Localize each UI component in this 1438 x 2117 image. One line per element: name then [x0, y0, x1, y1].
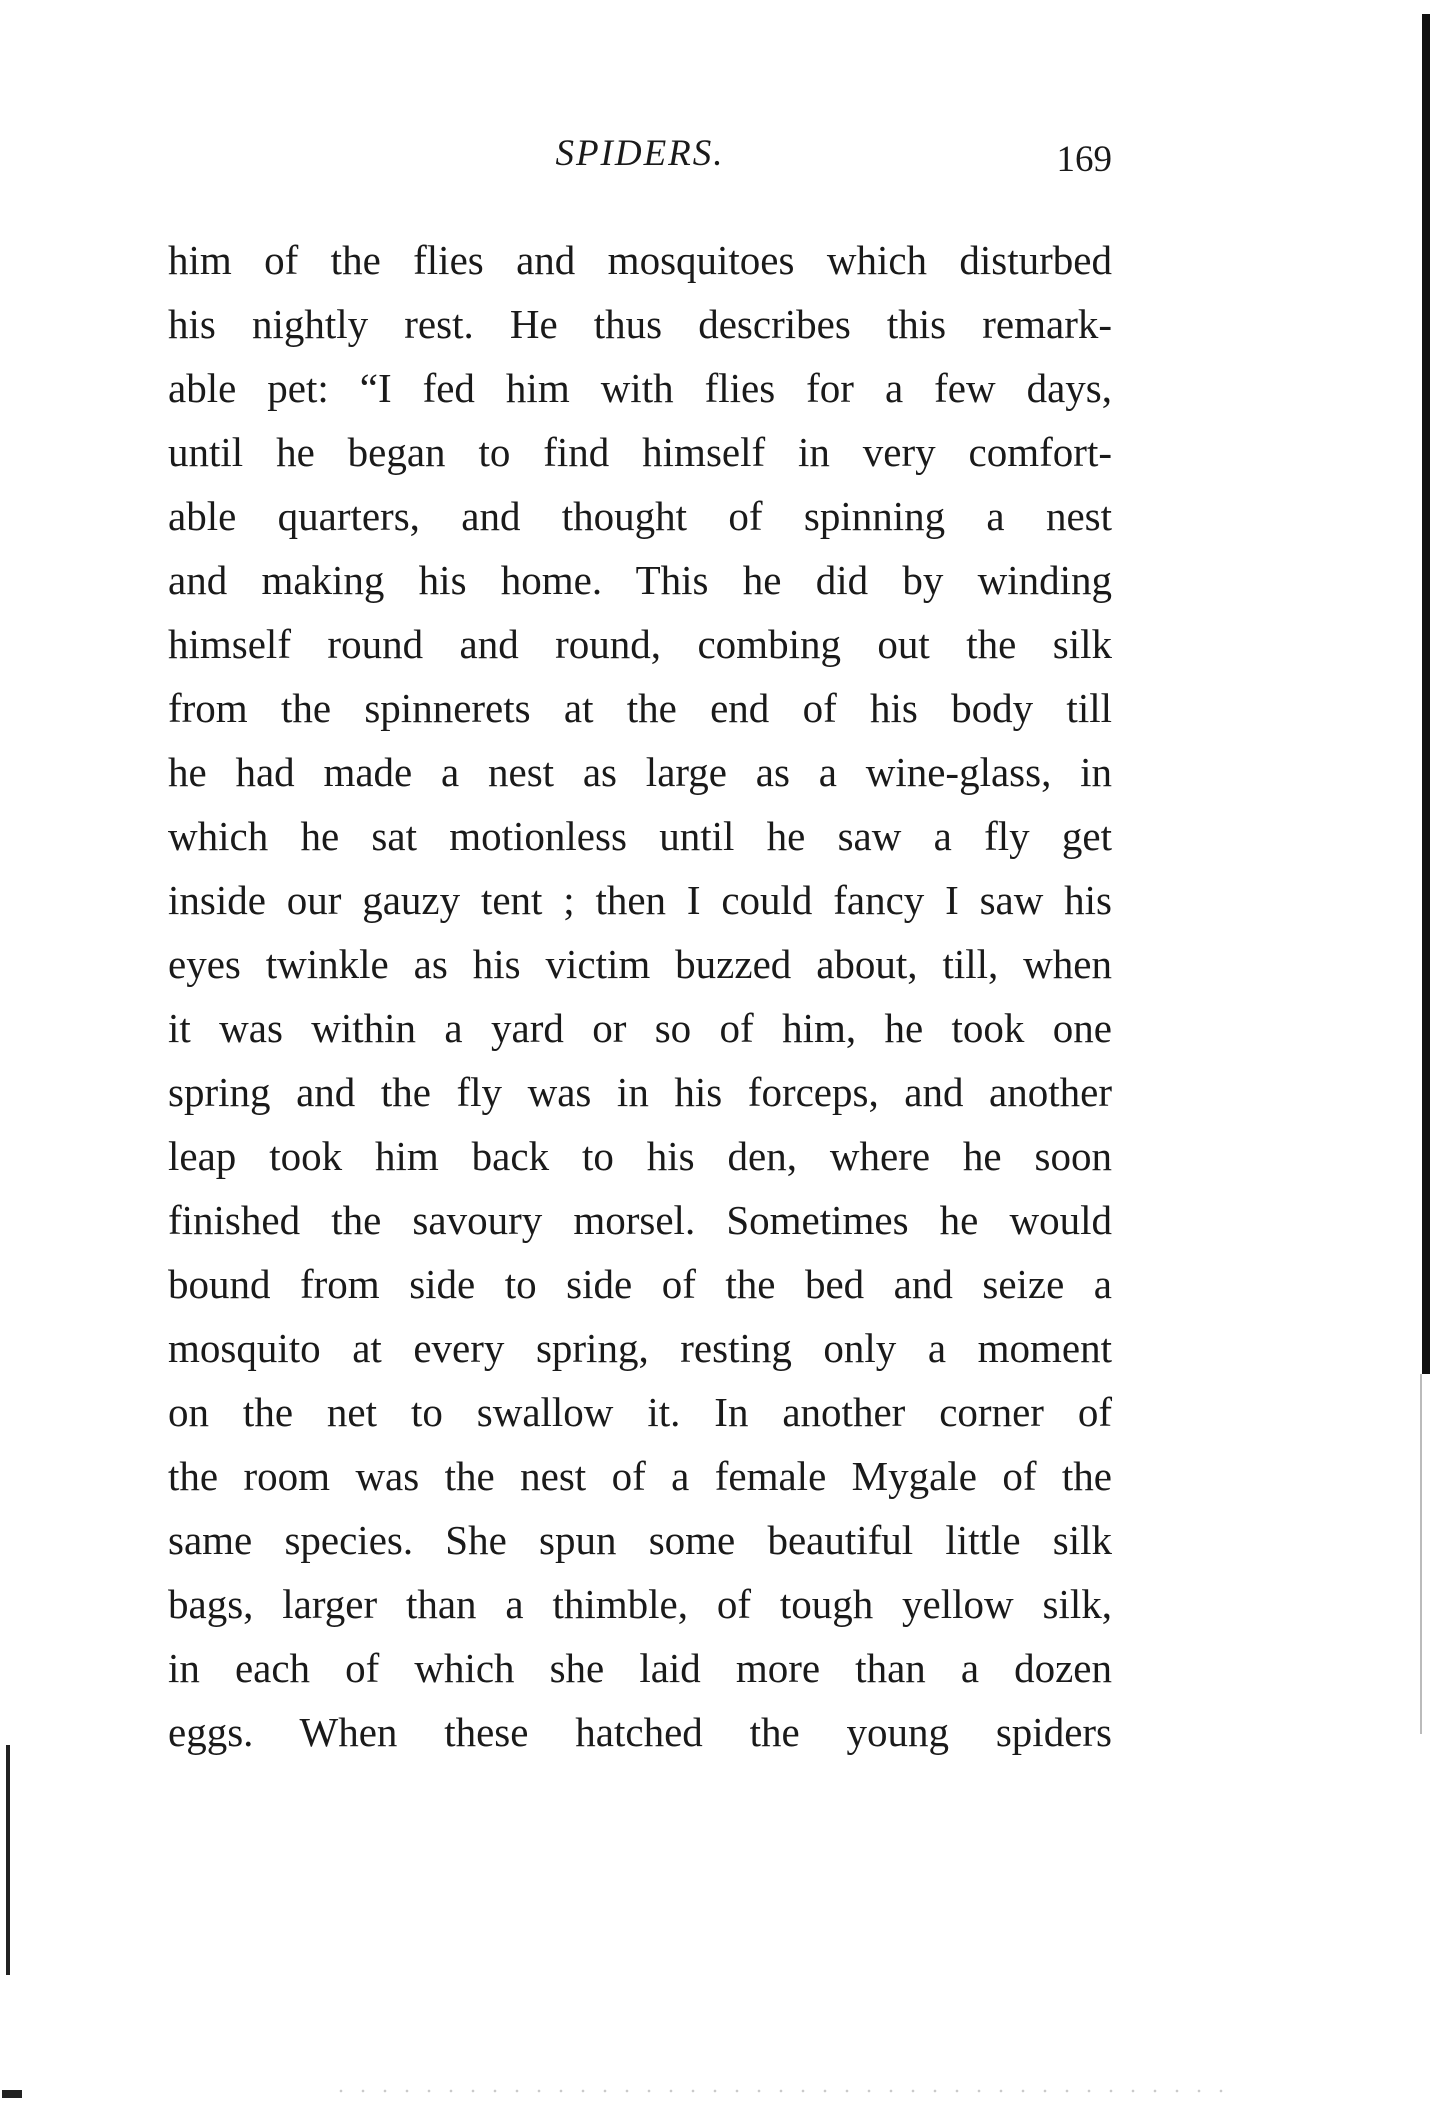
- scan-speckle: [330, 2088, 1230, 2094]
- text-line: able quarters, and thought of spinning a nest: [168, 493, 1112, 539]
- text-line: bags, larger than a thimble, of tough yellow silk,: [168, 1581, 1112, 1627]
- text-line: bound from side to side of the bed and seize a: [168, 1261, 1112, 1307]
- scan-edge-left-mark: [2, 2090, 22, 2098]
- text-line: and making his home. This he did by winding: [168, 557, 1112, 603]
- running-head: [168, 132, 1112, 192]
- scan-edge-right: [1422, 14, 1430, 1374]
- text-line: leap took him back to his den, where he soon: [168, 1133, 1112, 1179]
- text-line: which he sat motionless until he saw a fly get: [168, 813, 1112, 859]
- scan-edge-left: [6, 1745, 10, 1975]
- text-line: he had made a nest as large as a wine-glass, in: [168, 749, 1112, 795]
- text-line: the room was the nest of a female Mygale of the: [168, 1453, 1112, 1499]
- text-line: same species. She spun some beautiful little silk: [168, 1517, 1112, 1563]
- text-line: in each of which she laid more than a dozen: [168, 1645, 1112, 1691]
- text-line: inside our gauzy tent ; then I could fancy I saw his: [168, 877, 1112, 923]
- text-line: finished the savoury morsel. Sometimes he would: [168, 1197, 1112, 1243]
- text-line: eyes twinkle as his victim buzzed about, till, when: [168, 941, 1112, 987]
- text-line: eggs. When these hatched the young spiders: [168, 1709, 1112, 1755]
- text-line: on the net to swallow it. In another corner of: [168, 1389, 1112, 1435]
- page-number: 169: [1056, 139, 1112, 180]
- text-line: himself round and round, combing out the silk: [168, 621, 1112, 667]
- running-title: SPIDERS.: [555, 133, 725, 174]
- text-line: mosquito at every spring, resting only a moment: [168, 1325, 1112, 1371]
- text-line: until he began to find himself in very comfort-: [168, 429, 1112, 475]
- text-line: from the spinnerets at the end of his body till: [168, 685, 1112, 731]
- body-text: [168, 228, 1112, 1764]
- scan-edge-right-faint: [1420, 1374, 1422, 1734]
- text-line: it was within a yard or so of him, he took one: [168, 1005, 1112, 1051]
- text-line: him of the flies and mosquitoes which disturbed: [168, 237, 1112, 283]
- text-line: spring and the fly was in his forceps, and another: [168, 1069, 1112, 1115]
- text-line: his nightly rest. He thus describes this remark-: [168, 301, 1112, 347]
- text-line: able pet: “I fed him with flies for a few days,: [168, 365, 1112, 411]
